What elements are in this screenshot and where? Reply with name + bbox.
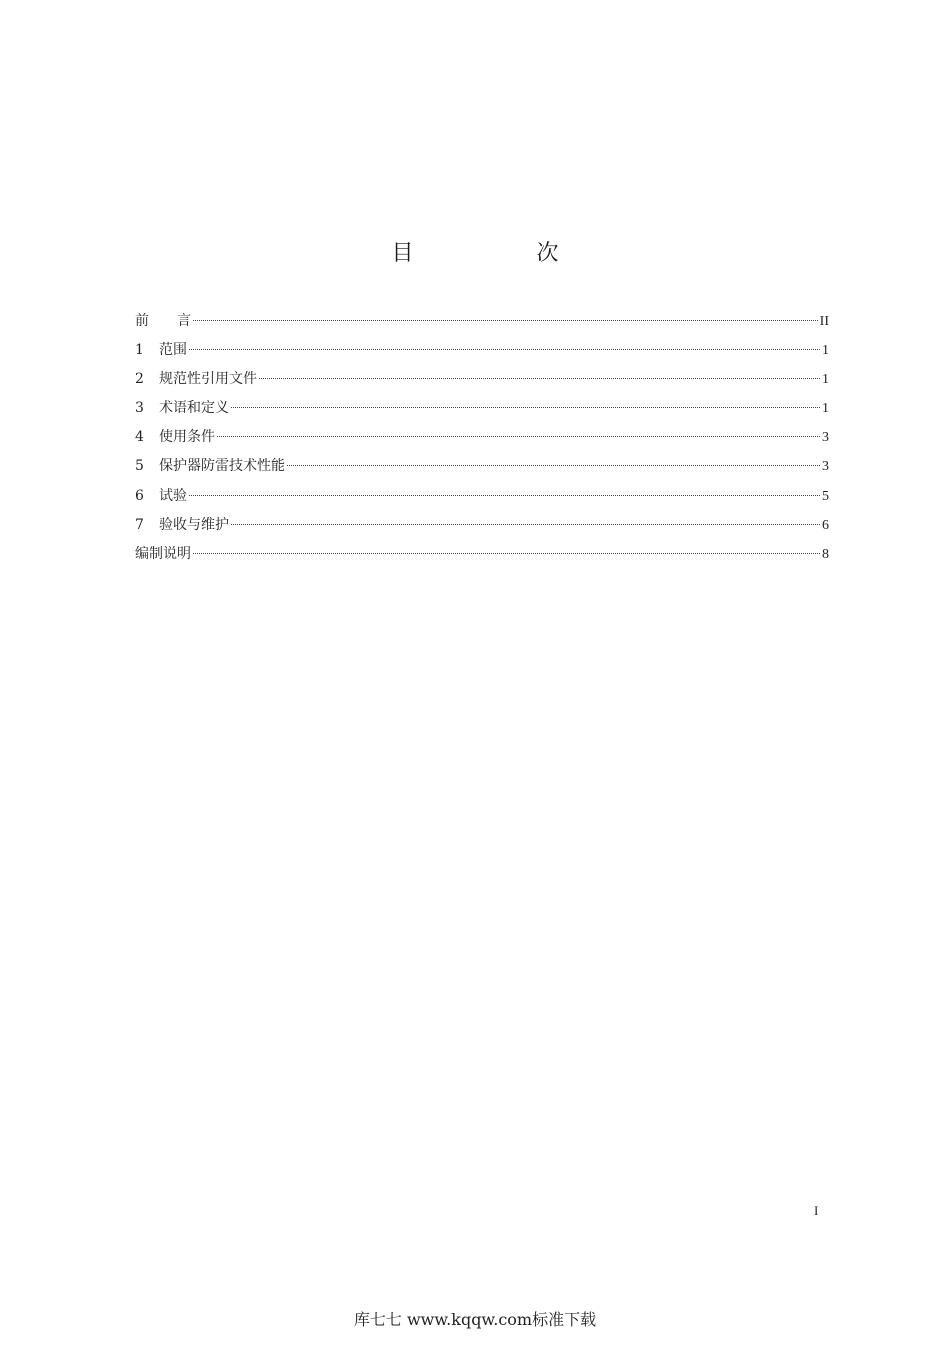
toc-entry-page: 8 xyxy=(822,546,829,562)
toc-entry-label: 验收与维护 xyxy=(159,516,229,533)
toc-entry-label: 保护器防雷技术性能 xyxy=(159,458,285,475)
toc-dot-leader xyxy=(189,349,820,350)
toc-entry-number: 6 xyxy=(135,487,144,504)
toc-entry-number: 4 xyxy=(135,429,144,446)
toc-entry-explanation[interactable] xyxy=(135,544,829,573)
toc-dot-leader xyxy=(287,465,820,466)
toc-entry-label: 前 言 xyxy=(135,313,191,329)
toc-dot-leader xyxy=(189,495,820,496)
toc-entry-number: 2 xyxy=(135,371,144,388)
toc-entry-label: 范围 xyxy=(159,342,187,359)
toc-entry-page: 1 xyxy=(822,401,829,417)
table-of-contents xyxy=(135,311,829,573)
toc-entry-number: 5 xyxy=(135,458,144,475)
toc-entry-scope[interactable] xyxy=(135,340,829,369)
toc-entry-foreword[interactable] xyxy=(135,311,829,340)
toc-entry-label: 使用条件 xyxy=(159,429,215,446)
toc-entry-label: 试验 xyxy=(159,487,187,504)
toc-entry-number: 1 xyxy=(135,342,144,359)
page-number: I xyxy=(814,1203,819,1218)
toc-dot-leader xyxy=(217,436,820,437)
toc-entry-terms-definitions[interactable] xyxy=(135,398,829,427)
toc-dot-leader xyxy=(231,407,820,408)
toc-entry-normative-references[interactable] xyxy=(135,369,829,398)
toc-entry-page: 5 xyxy=(822,488,829,504)
footer-watermark: 库七七 www.kqqw.com标准下载 xyxy=(353,1310,597,1329)
page-title: 目 次 xyxy=(391,241,617,266)
toc-entry-page: 3 xyxy=(822,430,829,446)
toc-dot-leader xyxy=(193,553,820,554)
toc-entry-page: 6 xyxy=(822,517,829,533)
toc-dot-leader xyxy=(193,320,818,321)
toc-dot-leader xyxy=(259,378,820,379)
toc-entry-page: 3 xyxy=(822,459,829,475)
toc-entry-number: 3 xyxy=(135,400,144,417)
toc-entry-page: 1 xyxy=(822,372,829,388)
toc-entry-label: 编制说明 xyxy=(135,545,191,562)
toc-entry-number: 7 xyxy=(135,516,144,533)
toc-entry-page: 1 xyxy=(822,343,829,359)
toc-entry-performance[interactable] xyxy=(135,456,829,485)
toc-dot-leader xyxy=(231,524,820,525)
toc-entry-tests[interactable] xyxy=(135,486,829,515)
toc-entry-label: 规范性引用文件 xyxy=(159,371,257,388)
toc-entry-page: II xyxy=(819,314,829,329)
toc-entry-conditions[interactable] xyxy=(135,427,829,456)
toc-entry-acceptance-maintenance[interactable] xyxy=(135,515,829,544)
toc-entry-label: 术语和定义 xyxy=(159,400,229,417)
